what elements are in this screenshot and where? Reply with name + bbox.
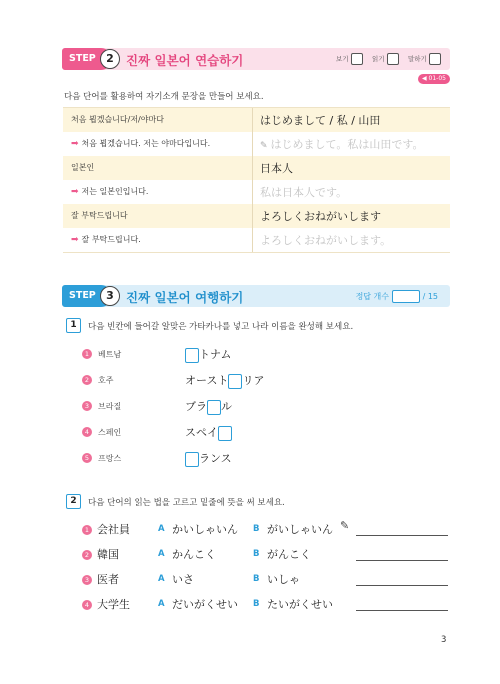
item-number: 1 — [82, 525, 92, 535]
pencil-icon: ✎ — [260, 141, 268, 151]
check-speak-label: 말하기 — [408, 55, 427, 63]
page-number: 3 — [441, 635, 447, 645]
katakana-blank[interactable] — [185, 452, 199, 467]
row-korean: 일본인 — [71, 163, 95, 172]
country-korean: 스페인 — [98, 428, 122, 437]
kanji-word: 韓国 — [97, 548, 119, 561]
country-katakana: トナム — [185, 346, 231, 363]
step3-number: 3 — [100, 286, 120, 306]
arrow-icon: ➡ — [71, 139, 79, 149]
audio-icon: ◀ — [422, 75, 427, 82]
meaning-answer-line[interactable] — [356, 535, 448, 536]
kanji-word: 大学生 — [97, 598, 130, 611]
row-divider — [252, 204, 253, 228]
audio-track-number: 01-05 — [428, 75, 446, 82]
option-a-label: A — [158, 549, 165, 559]
score-total: / 15 — [422, 292, 438, 301]
score-counter — [356, 290, 438, 303]
check-speak[interactable] — [408, 53, 441, 65]
row-japanese-trace[interactable]: はじめまして。私は山田です。 — [270, 138, 424, 151]
country-katakana: オースト リア — [185, 374, 265, 387]
country-katakana: スペイ — [185, 424, 232, 441]
row-japanese: はじめまして / 私 / 山田 — [260, 114, 381, 127]
option-a-label: A — [158, 599, 165, 609]
country-korean: 프랑스 — [98, 454, 122, 463]
item-number: 3 — [82, 401, 92, 411]
option-b-label: B — [253, 599, 260, 609]
katakana-blank[interactable] — [228, 374, 242, 389]
row-divider — [252, 156, 253, 180]
kanji-word: 会社員 — [97, 523, 130, 536]
practice-row — [63, 132, 450, 156]
row-korean: 처음 뵙겠습니다. 저는 야마다입니다. — [81, 139, 211, 148]
row-divider — [252, 180, 253, 204]
row-japanese: よろしくおねがいします — [260, 210, 381, 223]
score-label: 정답 개수 — [355, 292, 390, 301]
item-number: 4 — [82, 427, 92, 437]
practice-row — [63, 180, 450, 204]
item-number: 2 — [82, 550, 92, 560]
row-korean: 처음 뵙겠습니다/저/야마다 — [71, 115, 164, 124]
country-korean: 베트남 — [98, 350, 122, 359]
pencil-icon: ✎ — [340, 519, 350, 532]
option-b-label: B — [253, 524, 260, 534]
item-number: 3 — [82, 575, 92, 585]
option-a-label: A — [158, 574, 165, 584]
katakana-blank[interactable] — [218, 426, 232, 441]
kanji-word: 医者 — [97, 573, 119, 586]
row-divider — [252, 108, 253, 132]
item-number: 2 — [82, 375, 92, 385]
row-divider — [252, 132, 253, 156]
step3-header — [62, 285, 450, 307]
practice-row — [63, 108, 450, 132]
row-divider — [252, 228, 253, 252]
option-b[interactable]: たいがくせい — [267, 598, 333, 611]
step2-pill: STEP — [62, 48, 112, 70]
check-read[interactable] — [372, 53, 399, 65]
practice-row — [63, 156, 450, 180]
katakana-blank[interactable] — [185, 348, 199, 363]
check-view-box[interactable] — [351, 53, 363, 65]
option-a[interactable]: だいがくせい — [172, 598, 238, 611]
katakana-blank[interactable] — [207, 400, 221, 415]
step3-pill: STEP — [62, 285, 112, 307]
country-korean: 호주 — [98, 376, 114, 385]
row-korean: 잘 부탁드립니다 — [71, 211, 128, 220]
step2-number: 2 — [100, 49, 120, 69]
row-japanese: 日本人 — [260, 162, 293, 175]
question-text: 다음 빈칸에 들어갈 알맞은 가타카나를 넣고 나라 이름을 완성해 보세요. — [88, 322, 354, 332]
question-number: 1 — [66, 318, 81, 333]
practice-row — [63, 228, 450, 252]
item-number: 5 — [82, 453, 92, 463]
audio-track-badge[interactable] — [418, 74, 450, 84]
option-b[interactable]: がいしゃいん — [267, 523, 333, 536]
row-japanese-trace[interactable]: 私は日本人です。 — [260, 186, 348, 199]
item-number: 1 — [82, 349, 92, 359]
practice-row — [63, 204, 450, 228]
check-view[interactable] — [336, 53, 363, 65]
country-katakana: ランス — [185, 450, 232, 467]
option-b-label: B — [253, 549, 260, 559]
arrow-icon: ➡ — [71, 235, 79, 245]
row-korean: 저는 일본인입니다. — [81, 187, 149, 196]
step2-title: 진짜 일본어 연습하기 — [126, 53, 244, 68]
option-a[interactable]: いさ — [172, 573, 194, 586]
row-japanese-trace[interactable]: よろしくおねがいします。 — [260, 234, 392, 247]
option-a[interactable]: かんこく — [172, 548, 216, 561]
step2-instruction: 다음 단어를 활용하여 자기소개 문장을 만들어 보세요. — [64, 92, 264, 102]
option-a[interactable]: かいしゃいん — [172, 523, 238, 536]
step2-header — [62, 48, 450, 70]
meaning-answer-line[interactable] — [356, 585, 448, 586]
check-speak-box[interactable] — [429, 53, 441, 65]
check-read-box[interactable] — [387, 53, 399, 65]
table-bottom-line — [63, 252, 450, 253]
option-b[interactable]: いしゃ — [267, 573, 300, 586]
row-korean: 잘 부탁드립니다. — [81, 235, 141, 244]
option-a-label: A — [158, 524, 165, 534]
question-number: 2 — [66, 494, 81, 509]
arrow-icon: ➡ — [71, 187, 79, 197]
score-input[interactable] — [392, 290, 420, 303]
meaning-answer-line[interactable] — [356, 560, 448, 561]
question-text: 다음 단어의 읽는 법을 고르고 밑줄에 뜻을 써 보세요. — [88, 498, 285, 508]
meaning-answer-line[interactable] — [356, 610, 448, 611]
option-b-label: B — [253, 574, 260, 584]
check-read-label: 읽기 — [372, 55, 385, 63]
check-view-label: 보기 — [336, 55, 349, 63]
item-number: 4 — [82, 600, 92, 610]
option-b[interactable]: がんこく — [267, 548, 311, 561]
country-korean: 브라질 — [98, 402, 122, 411]
step3-title: 진짜 일본어 여행하기 — [126, 290, 244, 305]
country-katakana: ブラ ル — [185, 400, 232, 413]
